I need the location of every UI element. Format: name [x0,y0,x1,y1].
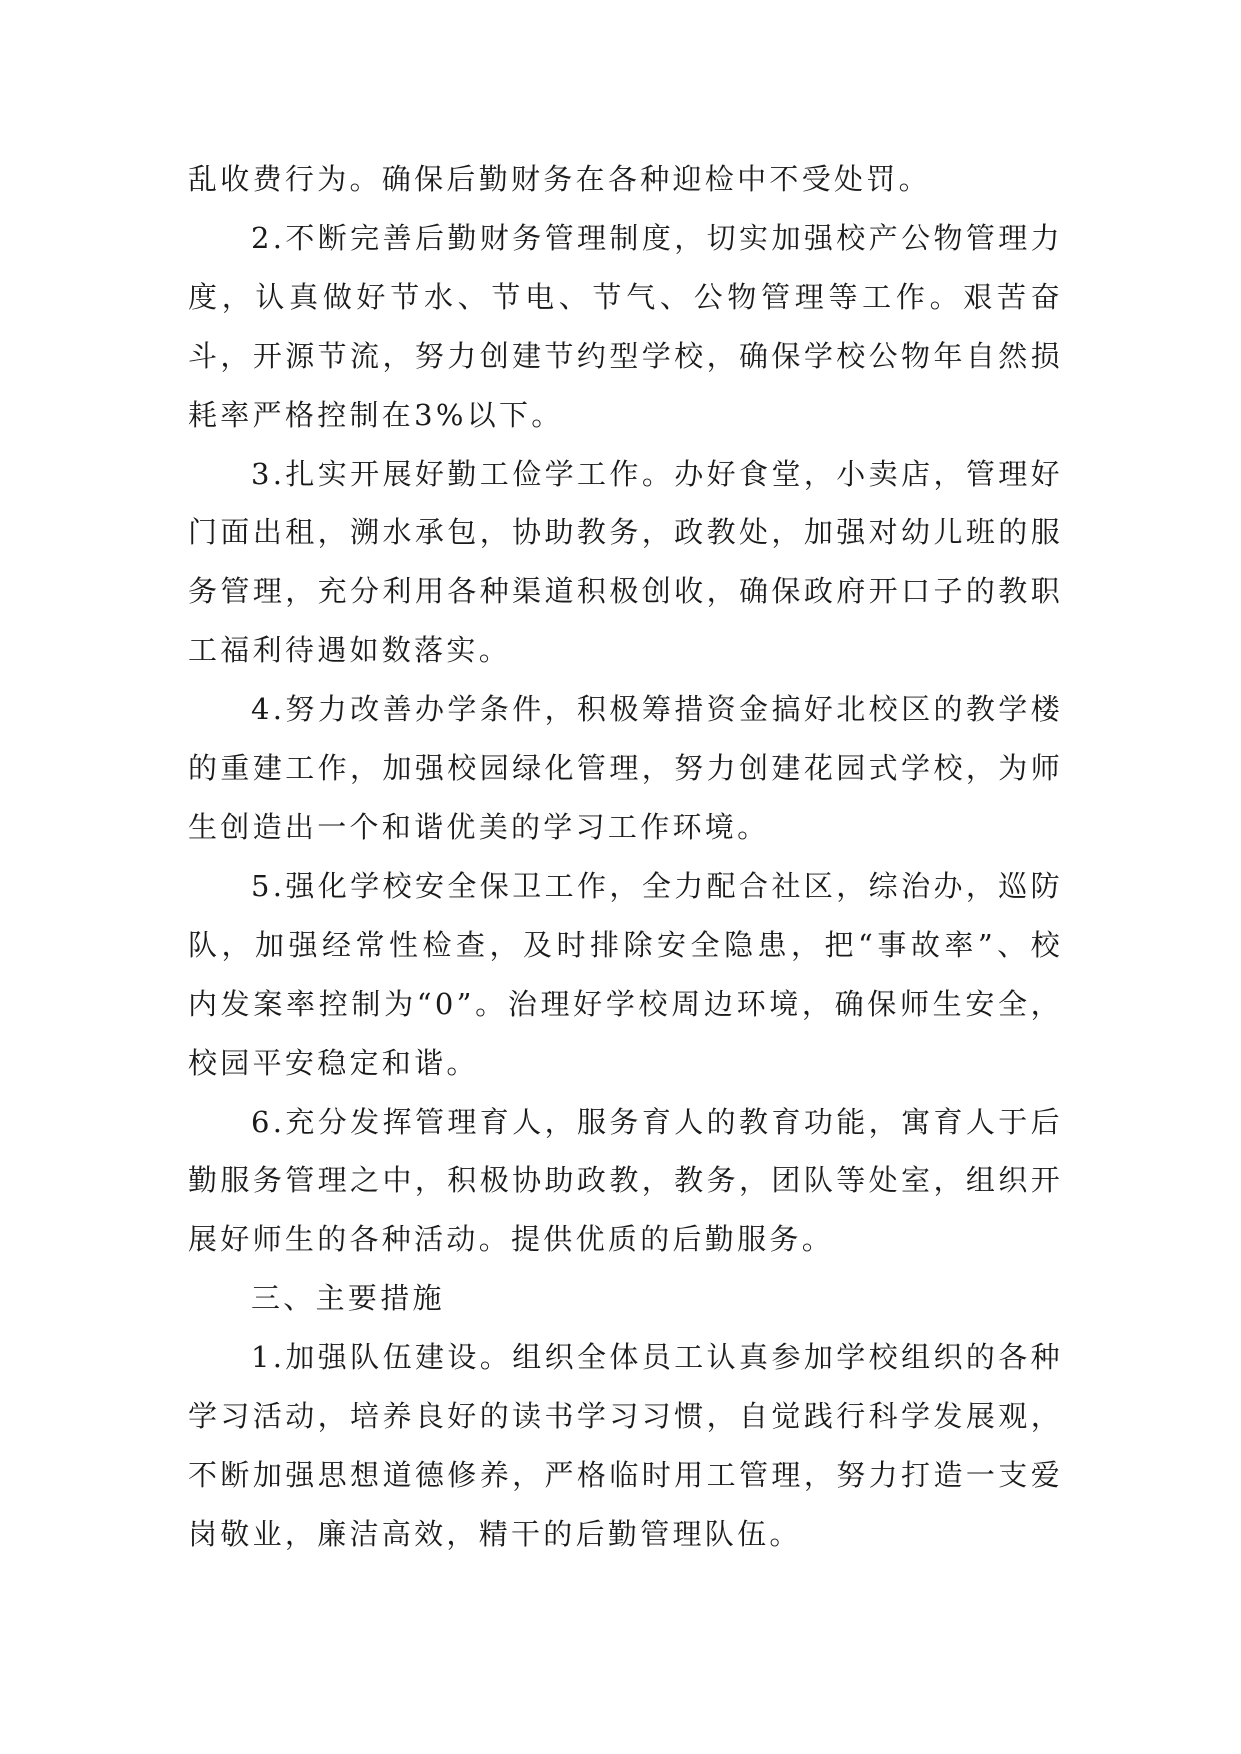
paragraph-item-6: 6.充分发挥管理育人，服务育人的教育功能，寓育人于后勤服务管理之中，积极协助政教，教务，团队等处室，组织开展好师生的各种活动。提供优质的后勤服务。 [188,1104,1063,1257]
paragraph-item-5: 5.强化学校安全保卫工作，全力配合社区，综治办，巡防队，加强经常性检查，及时排除安全隐患，把“事故率”、校内发案率控制为“0”。治理好学校周边环境，确保师生安全，校园平安稳定和谐。 [188,868,1063,1080]
paragraph-item-4: 4.努力改善办学条件，积极筹措资金搞好北校区的教学楼的重建工作，加强校园绿化管理，努力创建花园式学校，为师生创造出一个和谐优美的学习工作环境。 [188,692,1063,844]
paragraph-item-2: 2.不断完善后勤财务管理制度，切实加强校产公物管理力度，认真做好节水、节电、节气、公物管理等工作。艰苦奋斗，开源节流，努力创建节约型学校，确保学校公物年自然损耗率严格控制在3%以下。 [188,220,1063,432]
paragraph-item-3: 3.扎实开展好勤工俭学工作。办好食堂，小卖店，管理好门面出租，溯水承包，协助教务，政教处，加强对幼儿班的服务管理，充分利用各种渠道积极创收，确保政府开口子的教职工福利待遇如数落实。 [188,456,1063,668]
section-heading-measures: 三、主要措施 [251,1281,445,1316]
document-body [188,150,1063,1564]
paragraph-continuation: 乱收费行为。确保后勤财务在各种迎检中不受处罚。 [188,162,931,196]
paragraph-measure-1: 1.加强队伍建设。组织全体员工认真参加学校组织的各种学习活动，培养良好的读书学习习惯，自觉践行科学发展观，不断加强思想道德修养，严格临时用工管理，努力打造一支爱岗敬业，廉洁高效，精干的后勤管理队伍。 [188,1340,1063,1551]
